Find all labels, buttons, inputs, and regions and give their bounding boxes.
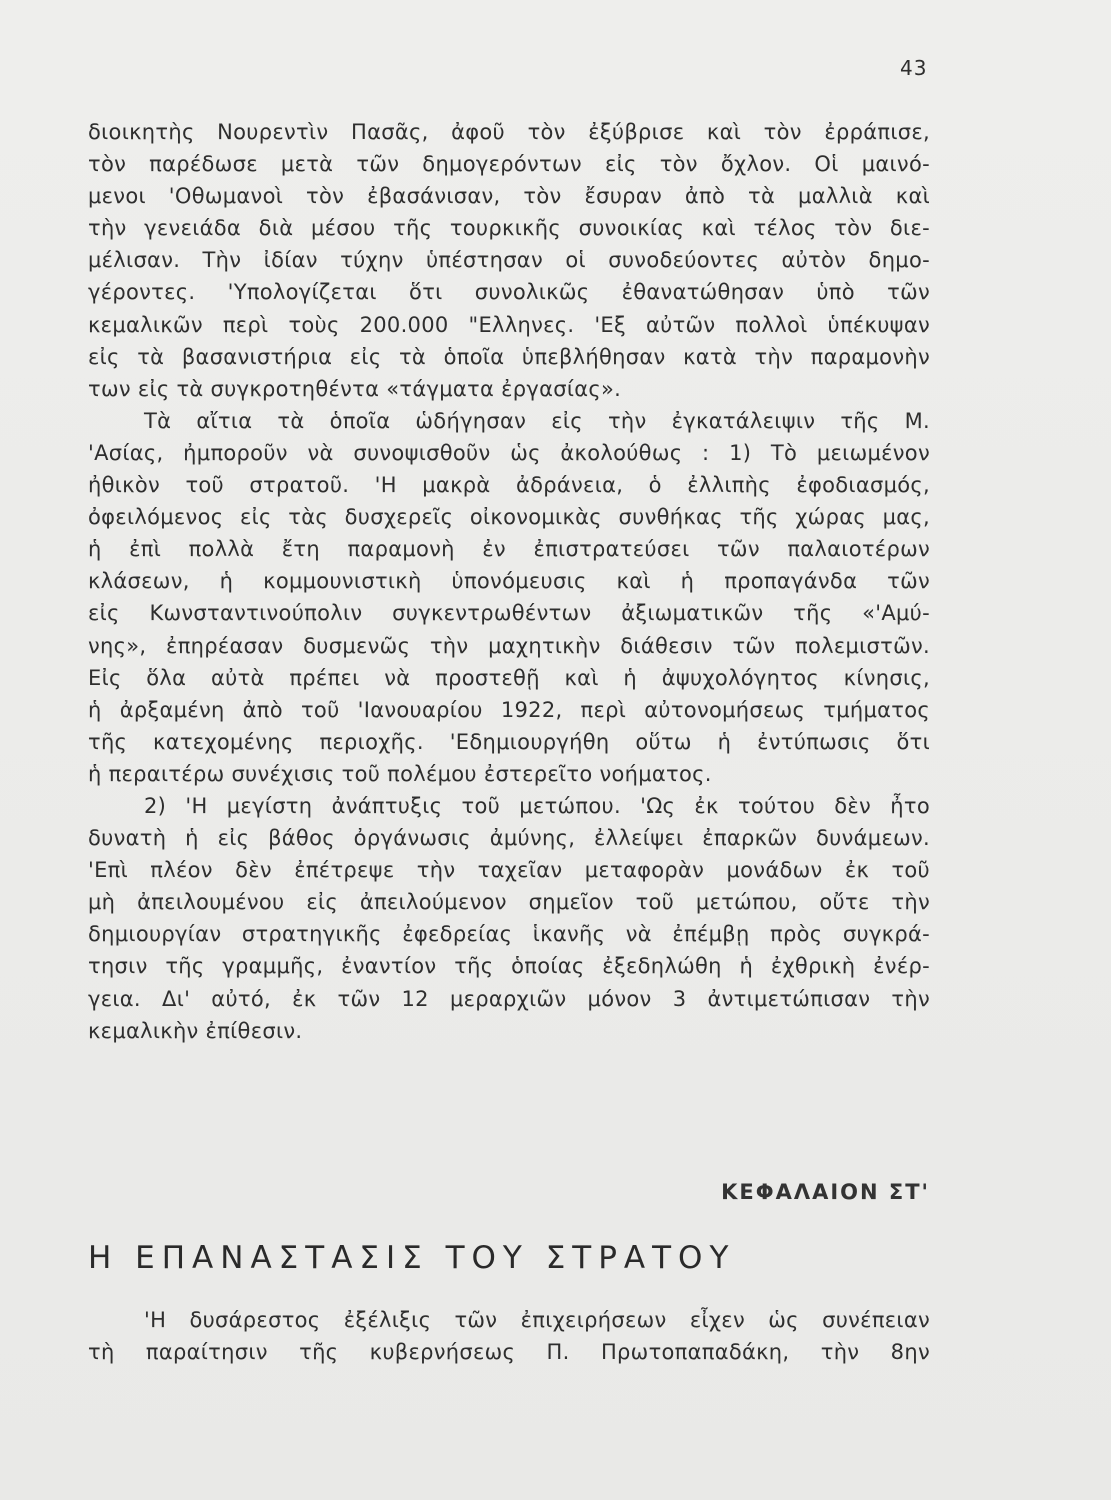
text-line: 2) 'Η μεγίστη ἀνάπτυξις τοῦ μετώπου. 'Ως ἐκ τούτου δὲν ἦτο xyxy=(144,793,930,818)
text-line: τῆς κατεχομένης περιοχῆς. 'Εδημιουργήθη οὕτω ἡ ἐντύπωσις ὅτι xyxy=(88,729,930,754)
text-line: ἡ περαιτέρω συνέχισις τοῦ πολέμου ἐστερεῖτο νοήματος. xyxy=(88,761,712,786)
text-line: δυνατὴ ἡ εἰς βάθος ὀργάνωσις ἀμύνης, ἐλλείψει ἐπαρκῶν δυνάμεων. xyxy=(88,826,930,851)
text-line: ἠθικὸν τοῦ στρατοῦ. 'Η μακρὰ ἀδράνεια, ὁ ἐλλιπὴς ἐφοδιασμός, xyxy=(88,473,930,498)
closing-text xyxy=(88,1304,930,1368)
text-line: ὀφειλόμενος εἰς τὰς δυσχερεῖς οἰκονομικὰς συνθήκας τῆς χώρας μας, xyxy=(88,505,930,530)
text-line: ἡ ἀρξαμένη ἀπὸ τοῦ 'Ιανουαρίου 1922, περὶ αὐτονομήσεως τμήματος xyxy=(88,697,930,722)
text-line: εἰς τὰ βασανιστήρια εἰς τὰ ὁποῖα ὑπεβλήθησαν κατὰ τὴν παραμονὴν xyxy=(88,344,930,369)
text-line: κεμαλικῶν περὶ τοὺς 200.000 "Ελληνες. 'Εξ αὐτῶν πολλοὶ ὑπέκυψαν xyxy=(88,312,930,337)
text-line: των εἰς τὰ συγκροτηθέντα «τάγματα ἐργασίας». xyxy=(88,376,622,401)
text-line: Εἰς ὅλα αὐτὰ πρέπει νὰ προστεθῇ καὶ ἡ ἀψυχολόγητος κίνησις, xyxy=(88,665,930,690)
text-line: μέλισαν. Τὴν ἰδίαν τύχην ὑπέστησαν οἱ συνοδεύοντες αὐτὸν δημο- xyxy=(88,248,930,273)
text-line: γεια. Δι' αὐτό, ἐκ τῶν 12 μεραρχιῶν μόνον 3 ἀντιμετώπισαν τὴν xyxy=(88,986,930,1011)
text-line: μὴ ἀπειλουμένου εἰς ἀπειλούμενον σημεῖον τοῦ μετώπου, οὔτε τὴν xyxy=(88,890,930,915)
chapter-title: Η ΕΠΑΝΑΣΤΑΣΙΣ ΤΟΥ ΣΤΡΑΤΟΥ xyxy=(88,1240,736,1276)
text-line: μενοι 'Οθωμανοὶ τὸν ἐβασάνισαν, τὸν ἔσυραν ἀπὸ τὰ μαλλιὰ καὶ xyxy=(88,184,930,209)
text-line: νης», ἐπηρέασαν δυσμενῶς τὴν μαχητικὴν διάθεσιν τῶν πολεμιστῶν. xyxy=(88,633,930,658)
text-line: τὸν παρέδωσε μετὰ τῶν δημογερόντων εἰς τὸν ὄχλον. Οἱ μαινό- xyxy=(88,152,930,177)
text-line: 'Η δυσάρεστος ἐξέλιξις τῶν ἐπιχειρήσεων εἶχεν ὡς συνέπειαν xyxy=(144,1308,930,1332)
text-line: κεμαλικὴν ἐπίθεσιν. xyxy=(88,1018,303,1043)
page-number: 43 xyxy=(900,56,928,80)
text-line: γέροντες. 'Υπολογίζεται ὅτι συνολικῶς ἐθανατώθησαν ὑπὸ τῶν xyxy=(88,280,930,305)
text-line: ἡ ἐπὶ πολλὰ ἔτη παραμονὴ ἐν ἐπιστρατεύσει τῶν παλαιοτέρων xyxy=(88,537,930,562)
text-line: κλάσεων, ἡ κομμουνιστικὴ ὑπονόμευσις καὶ ἡ προπαγάνδα τῶν xyxy=(88,569,930,594)
text-line: εἰς Κωνσταντινούπολιν συγκεντρωθέντων ἀξιωματικῶν τῆς «'Αμύ- xyxy=(88,601,930,626)
text-line: δημιουργίαν στρατηγικῆς ἐφεδρείας ἱκανῆς νὰ ἐπέμβῃ πρὸς συγκρά- xyxy=(88,922,930,947)
chapter-label: ΚΕΦΑΛΑΙΟΝ ΣΤ' xyxy=(721,1180,930,1204)
text-line: Τὰ αἴτια τὰ ὁποῖα ὡδήγησαν εἰς τὴν ἐγκατάλειψιν τῆς Μ. xyxy=(144,408,930,433)
text-line: τὴν γενειάδα διὰ μέσου τῆς τουρκικῆς συνοικίας καὶ τέλος τὸν διε- xyxy=(88,216,930,241)
text-line: τὴ παραίτησιν τῆς κυβερνήσεως Π. Πρωτοπαπαδάκη, τὴν 8ην xyxy=(88,1340,930,1365)
text-line: 'Επὶ πλέον δὲν ἐπέτρεψε τὴν ταχεῖαν μεταφορὰν μονάδων ἐκ τοῦ xyxy=(88,858,930,883)
text-line: διοικητὴς Νουρεντὶν Πασᾶς, ἀφοῦ τὸν ἐξύβρισε καὶ τὸν ἐρράπισε, xyxy=(88,120,930,144)
text-line: 'Ασίας, ἠμποροῦν νὰ συνοψισθοῦν ὡς ἀκολούθως : 1) Τὸ μειωμένον xyxy=(88,440,930,465)
body-text xyxy=(88,116,930,1047)
text-line: τησιν τῆς γραμμῆς, ἐναντίον τῆς ὁποίας ἐξεδηλώθη ἡ ἐχθρικὴ ἐνέρ- xyxy=(88,954,930,979)
